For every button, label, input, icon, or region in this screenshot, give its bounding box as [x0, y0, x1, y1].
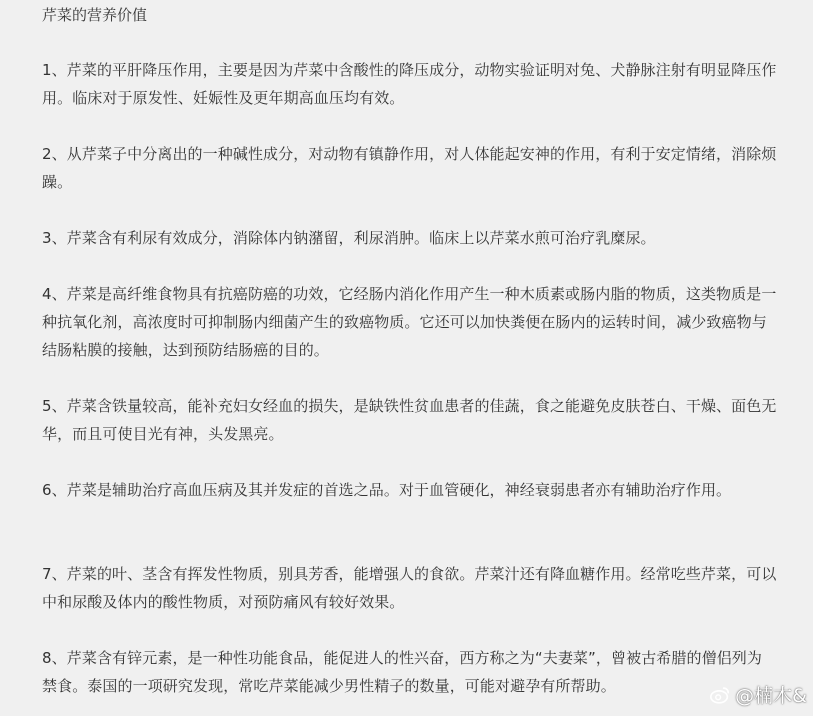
paragraph-7: 7、芹菜的叶、茎含有挥发性物质，别具芳香，能增强人的食欲。芹菜汁还有降血糖作用。经常吃些芹菜，可以中和尿酸及体内的酸性物质，对预防痛风有较好效果。 — [42, 565, 777, 611]
article-title: 芹菜的营养价值 — [42, 6, 148, 24]
paragraph-6: 6、芹菜是辅助治疗高血压病及其并发症的首选之品。对于血管硬化，神经衰弱患者亦有辅助治疗作用。 — [42, 481, 732, 499]
weibo-logo-icon — [709, 684, 731, 706]
paragraph-2: 2、从芹菜子中分离出的一种碱性成分，对动物有镇静作用，对人体能起安神的作用，有利于安定情绪，消除烦躁。 — [42, 145, 777, 191]
paragraph-4: 4、芹菜是高纤维食物具有抗癌防癌的功效，它经肠内消化作用产生一种木质素或肠内脂的物质，这类物质是一种抗氧化剂，高浓度时可抑制肠内细菌产生的致癌物质。它还可以加快粪便在肠内的运转时间，减少致癌物与结肠粘膜的接触，达到预防结肠癌的目的。 — [42, 285, 777, 359]
paragraph-1: 1、芹菜的平肝降压作用，主要是因为芹菜中含酸性的降压成分，动物实验证明对兔、犬静脉注射有明显降压作用。临床对于原发性、妊娠性及更年期高血压均有效。 — [42, 61, 777, 107]
watermark-text: @楠木& — [735, 685, 807, 707]
paragraph-3: 3、芹菜含有利尿有效成分，消除体内钠潴留，利尿消肿。临床上以芹菜水煎可治疗乳糜尿。 — [42, 229, 656, 247]
paragraph-8: 8、芹菜含有锌元素，是一种性功能食品，能促进人的性兴奋，西方称之为“夫妻菜”，曾被古希腊的僧侣列为禁食。泰国的一项研究发现，常吃芹菜能减少男性精子的数量，可能对避孕有所帮助。 — [42, 649, 762, 695]
watermark — [709, 681, 807, 708]
paragraph-5: 5、芹菜含铁量较高，能补充妇女经血的损失，是缺铁性贫血患者的佳蔬，食之能避免皮肤苍白、干燥、面色无华，而且可使目光有神，头发黑亮。 — [42, 397, 777, 443]
